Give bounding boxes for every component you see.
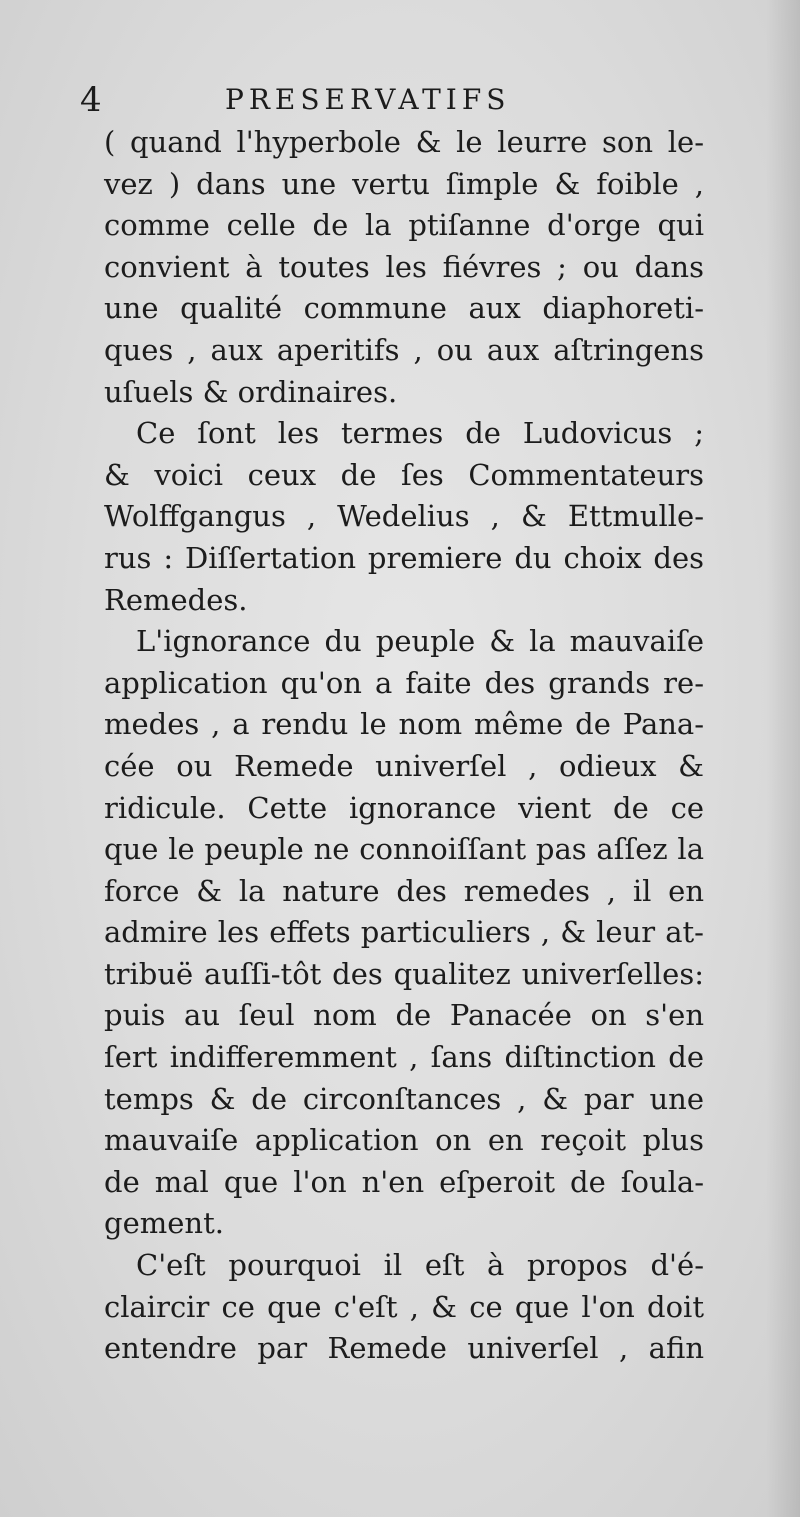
text-line: une qualité commune aux diaphoreti- — [104, 291, 704, 326]
page-edge-shadow — [766, 0, 800, 1517]
text-line: medes , a rendu le nom même de Pana- — [104, 707, 704, 742]
running-head — [80, 78, 720, 122]
text-line: Ce ſont les termes de Ludovicus ; — [136, 416, 704, 451]
text-line: tribuë auſſi-tôt des qualitez univerſelles: — [104, 956, 704, 991]
text-line: admire les effets particuliers , & leur at- — [104, 915, 704, 950]
text-line: Remedes. — [104, 582, 248, 617]
text-line: ( quand l'hyperbole & le leurre son le- — [104, 125, 704, 159]
text-line: force & la nature des remedes , il en — [104, 873, 704, 908]
text-line: L'ignorance du peuple & la mauvaiſe — [136, 624, 704, 659]
text-line: ridicule. Cette ignorance vient de ce — [104, 790, 704, 825]
text-line: claircir ce que c'eſt , & ce que l'on doit — [104, 1289, 704, 1324]
text-line: que le peuple ne connoiſſant pas aſſez la — [104, 832, 704, 867]
text-line: de mal que l'on n'en eſperoit de ſoula- — [104, 1164, 704, 1199]
paragraph — [104, 621, 704, 1245]
text-line: gement. — [104, 1206, 224, 1241]
text-line: puis au ſeul nom de Panacée on s'en — [104, 998, 704, 1033]
text-line: rus : Diſſertation premiere du choix des — [104, 540, 704, 575]
text-line: cée ou Remede univerſel , odieux & — [104, 748, 704, 783]
body-text — [104, 122, 704, 1370]
text-line: comme celle de la ptiſanne d'orge qui — [104, 208, 704, 243]
text-line: C'eſt pourquoi il eſt à propos d'é- — [136, 1248, 704, 1283]
text-line: Wolffgangus , Wedelius , & Ettmulle- — [104, 499, 704, 534]
text-line: ques , aux aperitifs , ou aux aſtringens — [104, 332, 704, 367]
text-line: & voici ceux de ſes Commentateurs — [104, 457, 704, 492]
text-line: temps & de circonſtances , & par une — [104, 1081, 704, 1116]
text-line: mauvaiſe application on en reçoit plus — [104, 1123, 704, 1158]
page-number: 4 — [80, 80, 102, 120]
paragraph — [104, 122, 704, 413]
text-line: uſuels & ordinaires. — [104, 374, 398, 409]
paragraph — [104, 1245, 704, 1370]
text-line: ſert indifferemment , ſans diſtinction de — [104, 1040, 704, 1075]
text-line: vez ) dans une vertu ſimple & foible , — [104, 166, 704, 201]
text-line: convient à toutes les fiévres ; ou dans — [104, 249, 704, 284]
text-line: entendre par Remede univerſel , afin — [104, 1331, 704, 1366]
running-title: PRESERVATIFS — [225, 83, 511, 116]
paragraph — [104, 413, 704, 621]
text-line: application qu'on a faite des grands re- — [104, 665, 704, 700]
